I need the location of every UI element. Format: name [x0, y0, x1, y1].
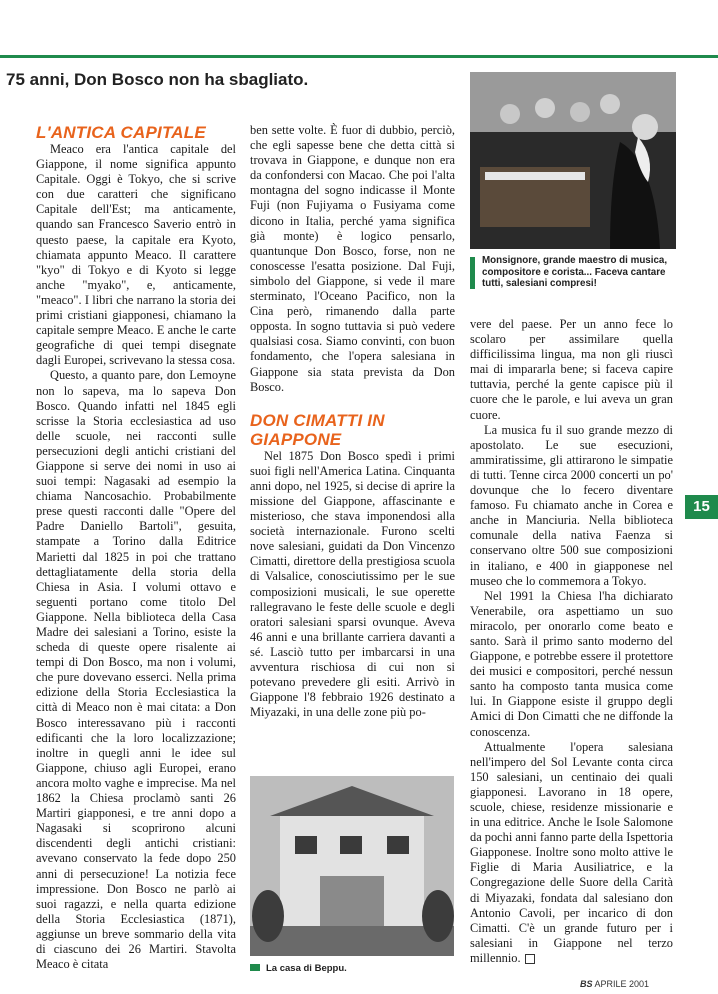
photo-house-illustration — [250, 776, 454, 956]
paragraph-1: Meaco era l'antica capitale del Giappone, il nome significa appunto Capitale. Oggi è Tokyo, che si scrive con due caratteri che significano Capitale dell'Est; ma anticamente, quando san Francesco Saverio entrò in questo paese, la capitale era Kyoto, chiamata appunto Meaco. Il carattere "kyo" di Tokyo e di Kyoto si legge anche "myako", e, anticamente, "meaco". I libri che narrano la storia dei primi cristiani giapponesi, chiamano la capitale sempre Meaco. E anche le carte geografiche di quei tempi disegnate dagli Europei, scrivevano la stessa cosa. — [36, 142, 236, 368]
section-heading-antica-capitale: L'ANTICA CAPITALE — [36, 123, 206, 142]
column-3 — [470, 317, 673, 966]
section-heading-don-cimatti: DON CIMATTI IN GIAPPONE — [250, 410, 385, 449]
paragraph-3: ben sette volte. È fuor di dubbio, perciò, che egli sapesse bene che detta città si trovava in Giappone, e dunque non era da confondersi con Macao. Che poi l'alta montagna del sogno indicasse il Monte Fuji (non Fujiyama o Fusiyama come dicono in Italia, perché yama significa già monte) è logico pensarlo, quantunque Don Bosco, forse, non ne conoscesse l'esatta posizione. Dal Fuji, simbolo del Giappone, si vede il mare sterminato, l'Oceano Pacifico, non la Cina però, rimanendo dalla parte opposta. In sogno tuttavia si può vedere qualsiasi cosa. Siamo convinti, con buon fondamento, che l'opera salesiana in Giappone sia stata prevista da Don Bosco. — [250, 123, 455, 394]
page-number-tab: 15 — [685, 495, 718, 519]
top-rule — [0, 55, 718, 58]
paragraph-5: vere del paese. Per un anno fece lo scolaro per assimilare quella difficilissima lingua, ma non gli riuscì mai di impararla bene; si faceva capire tuttavia, perché la gente capisce più il cuore che le parole, e lui aveva un gran cuore. — [470, 317, 673, 422]
running-head: 75 anni, Don Bosco non ha sbagliato. — [6, 70, 309, 89]
column-2 — [250, 123, 455, 720]
photo-caption-beppu: La casa di Beppu. — [250, 963, 347, 974]
caption-accent-square — [250, 964, 260, 971]
footer: BS APRILE 2001 — [580, 979, 650, 989]
paragraph-2: Questo, a quanto pare, don Lemoyne non lo sapeva, ma lo sapeva Don Bosco. Quando infatti nel 1845 egli scrisse la Storia ecclesiastica ad uso delle scuole, nei racconti sulle persecuzioni degli antichi cristiani del Giappone si serve dei nomi in uso ai suoi tempi: Nagasaki ad esempio la chiama Nancosachio. Probabilmente prese questi racconti dalle "Opere del Padre Daniello Bartoli", gesuita, stampate a Torino dalla Editrice Marietti dal 1825 in poi che trattano dettagliatamente della storia della Chiesa in Asia. I volumi ottavo e seguenti portano come titolo Del Giappone. Nella biblioteca della Casa Madre dei salesiani a Torino, esiste la scheda di queste opere risalente ai tempi di Don Bosco, ma non i volumi, che pure dovevano esserci. Nella prima edizione della Storia Ecclesiastica la città di Meaco non è mai citata: a Don Bosco interessavano più i racconti edificanti che la loro localizzazione; inoltre in quegli anni le idee sul Giappone, chiuso agli Europei, erano ancora molto vaghe e imprecise. Ma nel 1862 la Chiesa proclamò santi 26 Martiri giapponesi, e tre anni dopo a Nagasaki si scoprirono alcuni discendenti degli antichi cristiani: avevano conservato la fede dopo 250 anni di persecuzione! La notizia fece impressione. Don Bosco ne parlò ai suoi ragazzi, e nella quarta edizione della Storia Ecclesiastica (1871), aggiunse un breve sommario della vita di ciascuno dei 26 Martiri. Stavolta Meaco è citata — [36, 368, 236, 972]
photo-monsignore-organ — [470, 72, 676, 249]
column-1 — [36, 123, 236, 972]
caption-accent-bar — [470, 257, 475, 289]
paragraph-6: La musica fu il suo grande mezzo di apostolato. Le sue esecuzioni, ammiratissime, gli attirarono le simpatie di tutti. Tenne circa 2000 concerti un po' dovunque che lo fecero diventare famoso. Fu chiamato anche in Corea e anche in Manciuria. Nella biblioteca comunale della nativa Faenza si conservano oltre 500 sue composizioni in italiano, e 400 in giapponese nel museo che lo commemora a Tokyo. — [470, 422, 673, 588]
photo-casa-beppu — [250, 776, 454, 956]
end-mark-icon — [525, 954, 535, 964]
photo-monsignore-illustration — [470, 72, 676, 249]
photo-caption-monsignore: Monsignore, grande maestro di musica, compositore e corista... Faceva cantare tutti, salesiani compresi! — [470, 255, 676, 290]
paragraph-7: Nel 1991 la Chiesa l'ha dichiarato Venerabile, ora aspettiamo un suo miracolo, per onorarlo come beato e santo. Sarà il primo santo moderno del Giappone, e potrebbe essere il protettore dei musici e compositori, perché nessun santo ha composto tanta musica come lui. In Giappone esiste il gruppo degli Amici di Don Cimatti che ne diffonde la conoscenza. — [470, 588, 673, 739]
paragraph-4: Nel 1875 Don Bosco spedì i primi suoi figli nell'America Latina. Cinquanta anni dopo, nel 1925, si decise di aprire la missione del Giappone, affascinante e misterioso, che stava imponendosi alla società internazionale. Furono scelti nove salesiani, guidati da Don Vincenzo Cimatti, direttore della prestigiosa scuola di Valsalice, conosciutissimo per le sue composizioni musicali, le sue operette rallegravano le feste delle scuole e degli oratori salesiani sparsi ovunque. Aveva 46 anni e una brillante carriera davanti a sé. Lasciò tutto per imbarcarsi in una avventura rischiosa di cui non si potevano prevedere gli esiti. Arrivò in Giappone l'8 febbraio 1926 destinato a Miyazaki, in una delle zone più po- — [250, 448, 455, 720]
paragraph-8: Attualmente l'opera salesiana nell'impero del Sol Levante conta circa 150 salesiani, un centinaio dei quali giapponesi. Lavorano in 18 opere, scuole, chiese, residenze missionarie e in una editrice. Anche le Isole Salomone da pochi anni fanno parte della Ispettoria Giapponese. Inoltre sono molto attive le Figlie di Maria Ausiliatrice, e la Congregazione delle Suore della Carità di Miyazaki, fondata dal salesiano don Antonio Cavoli, per incarico di don Cimatti. C'è un grande futuro per i salesiani in Giappone nel terzo millennio. — [470, 739, 673, 965]
